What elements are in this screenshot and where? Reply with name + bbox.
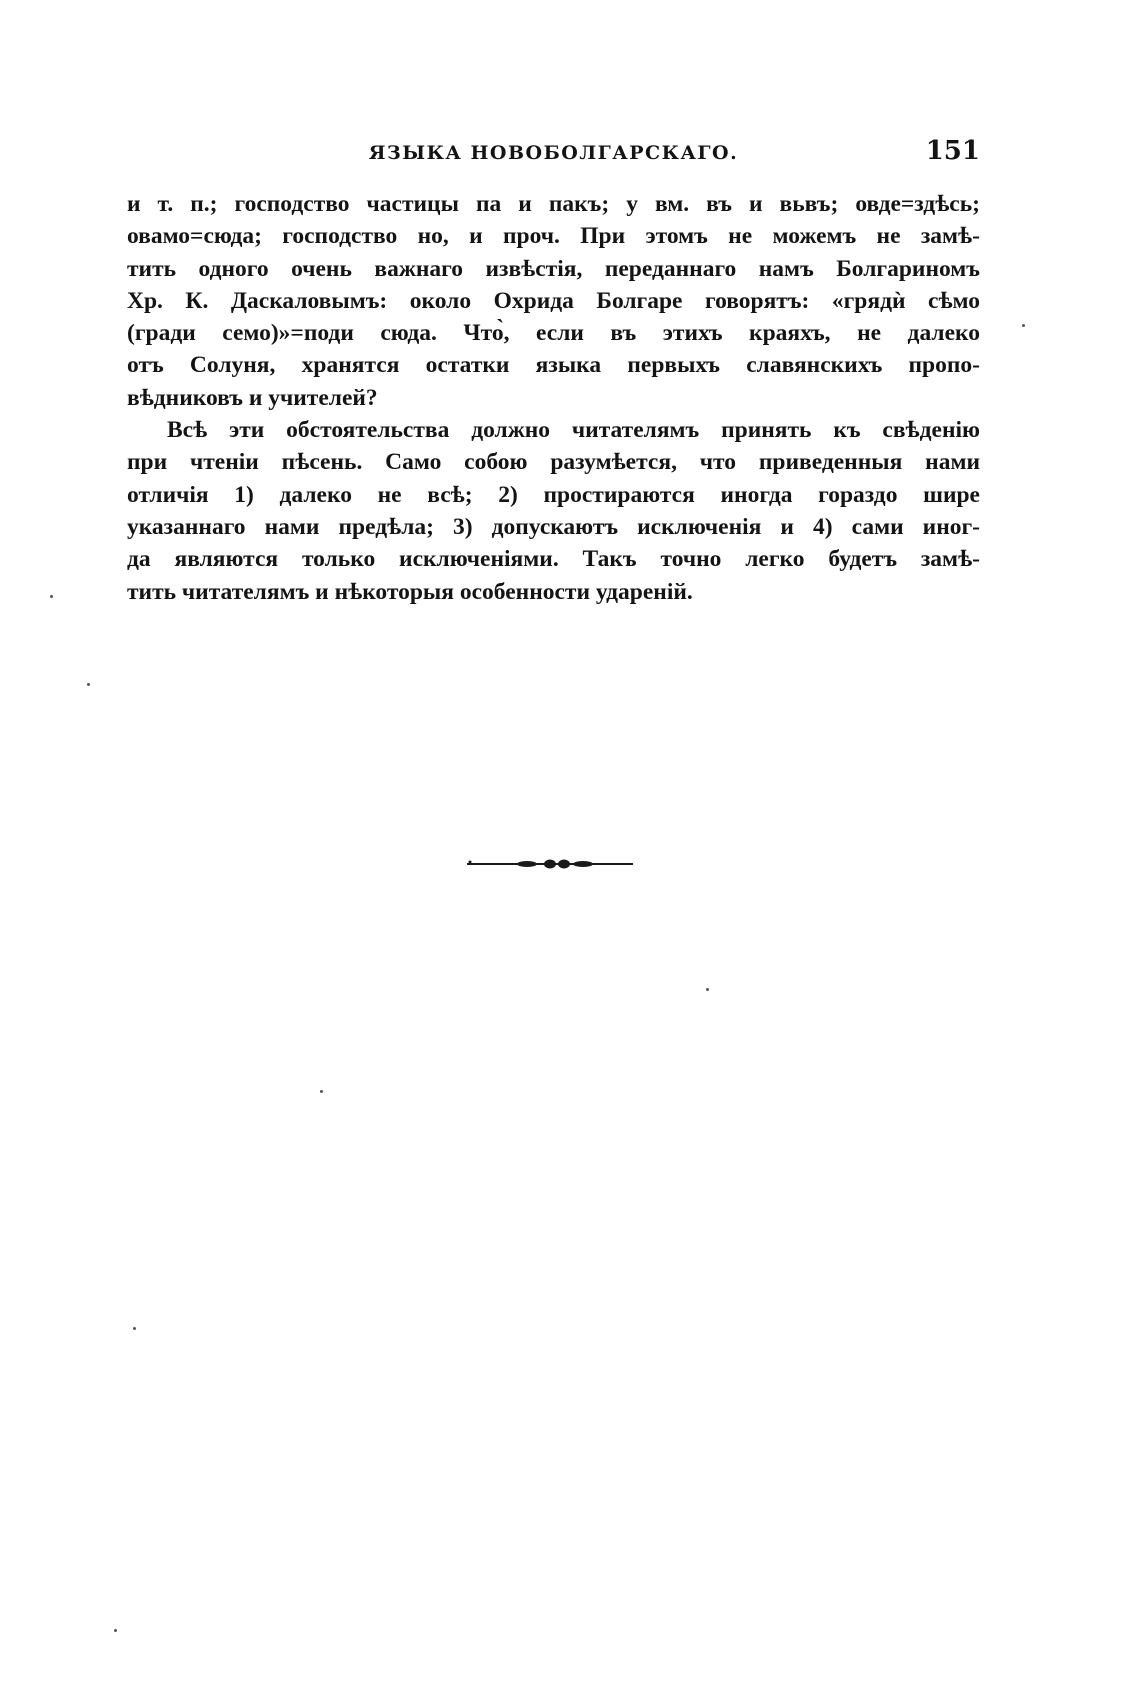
text-line: вѣдниковъ и учителей? <box>127 384 378 411</box>
text-line: тить одного очень важнаго извѣстія, переданнаго намъ Болгариномъ <box>127 255 980 282</box>
text-line: Всѣ эти обстоятельства должно читателямъ принять къ свѣденію <box>167 417 980 444</box>
text-line: указаннаго нами предѣла; 3) допускаютъ исключенія и 4) сами иног- <box>127 513 980 540</box>
end-ornament-icon <box>465 857 635 871</box>
scan-speck <box>133 1327 136 1330</box>
page-number: 151 <box>925 136 980 166</box>
text-line: Хр. К. Даскаловымъ: около Охрида Болгаре говорятъ: «грядѝ сѣмо <box>127 287 980 314</box>
text-line: отъ Солуня, хранятся остатки языка первыхъ славянскихъ пропо- <box>127 352 980 379</box>
text-line: и т. п.; господство частицы па и пакъ; у вм. въ и вьвъ; овде=здѣсь; <box>127 191 980 217</box>
scan-speck <box>114 1629 117 1632</box>
scan-speck <box>1022 324 1025 327</box>
scan-speck <box>87 683 90 686</box>
text-line: да являются только исключеніями. Такъ точно легко будетъ замѣ- <box>127 546 980 573</box>
paragraph-1 <box>127 188 980 414</box>
scan-speck <box>706 988 709 991</box>
text-line: овамо=сюда; господство но, и проч. При этомъ не можемъ не замѣ- <box>127 223 980 250</box>
text-line: при чтеніи пѣсень. Само собою разумѣется, что приведенныя нами <box>127 449 980 476</box>
text-line: отличія 1) далеко не всѣ; 2) простираются иногда гораздо шире <box>127 481 980 508</box>
text-line: тить читателямъ и нѣкоторыя особенности удареній. <box>127 578 693 605</box>
body-text <box>127 188 980 608</box>
scan-speck <box>320 1090 323 1093</box>
paragraph-2 <box>127 414 980 608</box>
scan-speck <box>50 595 53 598</box>
text-line: (гради семо)»=поди сюда. Что̀, если въ этихъ краяхъ, не далеко <box>127 320 980 347</box>
running-title: ЯЗЫКА НОВОБОЛГАРСКАГО. <box>368 142 739 164</box>
running-head <box>127 136 980 176</box>
